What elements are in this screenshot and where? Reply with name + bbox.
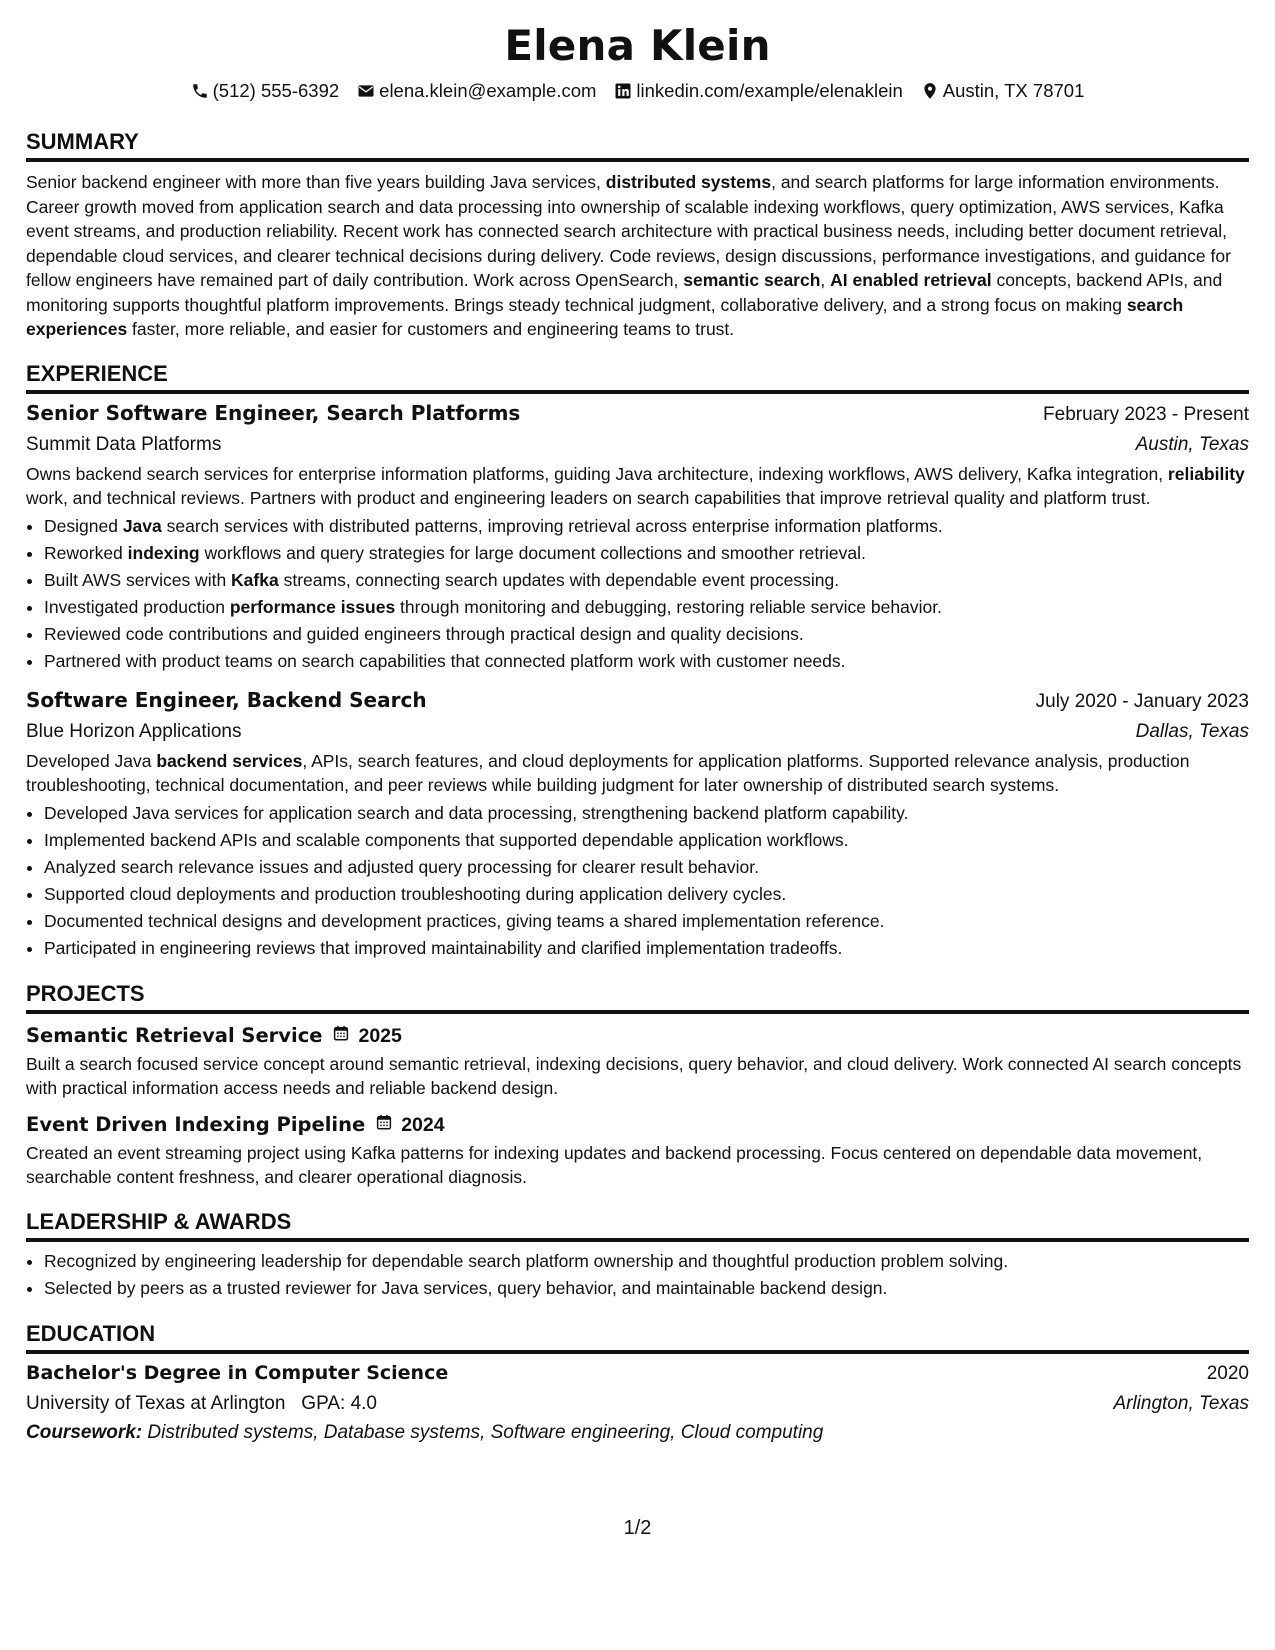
desc-seg-bold: reliability	[1167, 463, 1245, 484]
projects-section	[26, 980, 1249, 1190]
experience-heading: EXPERIENCE	[26, 360, 1249, 394]
linkedin-link[interactable]: linkedin.com/example/elenaklein	[636, 80, 903, 101]
job-title: Senior Software Engineer, Search Platforms	[26, 400, 521, 425]
job-description	[26, 462, 1249, 511]
envelope-icon	[357, 82, 375, 100]
desc-seg: , APIs, search features, and cloud deployments for application platforms. Supported relevance analysis, production troubleshooting, technical documentation, and peer reviews while building judgment for later ownership of distributed search systems.	[26, 750, 1190, 795]
job-dates: February 2023 - Present	[1043, 403, 1249, 425]
desc-seg: work, and technical reviews. Partners with product and engineering leaders on search capabilities that improve retrieval quality and platform trust.	[26, 488, 1151, 508]
job-bullet: • Developed Java services for application search and data processing, strengthening backend platform capability.	[44, 800, 1249, 827]
leadership-bullet: • Selected by peers as a trusted reviewer for Java services, query behavior, and maintainable backend design.	[44, 1275, 1249, 1302]
phone-icon	[191, 82, 209, 100]
desc-seg-bold: backend services	[156, 750, 303, 771]
job-title-row	[26, 685, 1249, 717]
coursework-label: Coursework:	[26, 1421, 143, 1443]
job-bullet: • Analyzed search relevance issues and adjusted query processing for clearer result behavior.	[44, 854, 1249, 881]
education-year: 2020	[1206, 1362, 1249, 1384]
job-bullet: • Participated in engineering reviews that improved maintainability and clarified implementation tradeoffs.	[44, 935, 1249, 962]
education-coursework	[26, 1419, 1249, 1447]
job-company: Summit Data Platforms	[26, 433, 222, 455]
project-description: Built a search focused service concept around semantic retrieval, indexing decisions, query behavior, and cloud delivery. Work connected AI search concepts with practical information access needs and reliable backend design.	[26, 1053, 1242, 1098]
leadership-bullet: • Recognized by engineering leadership for dependable search platform ownership and thoughtful production problem solving.	[44, 1248, 1249, 1275]
project-entry	[26, 1111, 1249, 1190]
desc-seg: Developed Java	[26, 750, 157, 771]
job-title-row	[26, 398, 1249, 430]
summary-section	[26, 128, 1249, 342]
job-bullet: • Built AWS services with Kafka streams, connecting search updates with dependable event processing.	[44, 567, 1249, 594]
coursework-list: Distributed systems, Database systems, Software engineering, Cloud computing	[147, 1421, 824, 1443]
contact-location	[921, 78, 1085, 104]
job-title: Software Engineer, Backend Search	[26, 687, 427, 712]
email-link[interactable]: elena.klein@example.com	[379, 80, 597, 101]
education-degree: Bachelor's Degree in Computer Science	[26, 1361, 449, 1384]
contact-phone	[191, 78, 340, 104]
job-bullet: • Implemented backend APIs and scalable components that supported dependable application workflows.	[44, 827, 1249, 854]
job-bullet: • Supported cloud deployments and production troubleshooting during application delivery cycles.	[44, 881, 1249, 908]
contact-bar	[26, 78, 1249, 104]
job-location: Dallas, Texas	[1135, 720, 1249, 742]
project-title: Semantic Retrieval Service	[26, 1023, 323, 1047]
job-bullet: • Documented technical designs and development practices, giving teams a shared implementation reference.	[44, 908, 1249, 935]
desc-seg: Owns backend search services for enterprise information platforms, guiding Java architecture, indexing workflows, AWS delivery, Kafka integration,	[26, 463, 1168, 484]
summary-seg: Senior backend engineer with more than five years building Java services,	[26, 172, 606, 192]
summary-seg-bold: distributed systems	[605, 172, 772, 192]
map-pin-icon	[921, 82, 939, 100]
project-title: Event Driven Indexing Pipeline	[26, 1112, 366, 1136]
project-year: 2025	[358, 1024, 402, 1047]
summary-seg: concepts, backend APIs, and monitoring supports thoughtful platform improvements. Brings steady technical judgment, collaborative delivery, and a strong focus on making	[26, 270, 1223, 315]
candidate-name: Elena Klein	[504, 21, 771, 70]
summary-seg: , and search platforms for large information environments. Career growth moved from application search and data processing into ownership of scalable indexing workflows, query optimization, AWS services, Kafka event streams, and production reliability. Recent work has connected search architecture with practical business needs, including better document retrieval, dependable cloud services, and clearer technical decisions during delivery. Code reviews, design discussions, performance investigations, and guidance for fellow engineers have remained part of daily contribution. Work across OpenSearch,	[26, 172, 1231, 290]
education-school: University of Texas at Arlington	[26, 1392, 286, 1414]
resume-content	[26, 18, 1249, 1447]
job-entry	[26, 685, 1249, 962]
linkedin-icon	[614, 82, 632, 100]
project-description: Created an event streaming project using Kafka patterns for indexing updates and backend processing. Focus centered on dependable data movement, searchable content freshness, and clearer operational diagnosis.	[26, 1142, 1203, 1187]
job-bullet: • Reworked indexing workflows and query strategies for large document collections and smoother retrieval.	[44, 540, 1249, 567]
phone-text: (512) 555-6392	[212, 80, 340, 101]
job-bullet: • Reviewed code contributions and guided engineers through practical design and quality decisions.	[44, 621, 1249, 648]
job-location: Austin, Texas	[1135, 433, 1249, 455]
job-bullet: • Partnered with product teams on search capabilities that connected platform work with customer needs.	[44, 648, 1249, 675]
location-text: Austin, TX 78701	[942, 80, 1085, 101]
job-description	[26, 749, 1249, 798]
job-bullet: • Investigated production performance issues through monitoring and debugging, restoring reliable service behavior.	[44, 594, 1249, 621]
summary-seg-bold: AI enabled retrieval	[830, 270, 992, 290]
project-title-row	[26, 1022, 1249, 1050]
experience-section	[26, 360, 1249, 962]
education-school-info	[26, 1389, 377, 1419]
summary-heading: SUMMARY	[26, 128, 1249, 162]
leadership-heading: LEADERSHIP & AWARDS	[26, 1208, 1249, 1242]
job-company-row	[26, 717, 1249, 747]
project-entry	[26, 1022, 1249, 1101]
page-number: 1/2	[623, 1517, 652, 1539]
job-bullet: • Designed Java search services with distributed patterns, improving retrieval across enterprise information platforms.	[44, 513, 1249, 540]
job-company-row	[26, 430, 1249, 460]
education-school-row	[26, 1389, 1249, 1419]
project-title-row	[26, 1111, 1249, 1139]
leadership-bullets	[26, 1248, 1249, 1302]
project-date	[332, 1022, 401, 1050]
project-year: 2024	[401, 1113, 445, 1136]
job-dates: July 2020 - January 2023	[1035, 690, 1249, 712]
education-gpa: GPA: 4.0	[301, 1392, 377, 1414]
job-bullets	[26, 800, 1249, 962]
projects-heading: PROJECTS	[26, 980, 1249, 1014]
education-degree-row	[26, 1358, 1249, 1389]
summary-seg-bold: search experiences	[26, 294, 1184, 339]
job-entry	[26, 398, 1249, 675]
job-bullets	[26, 513, 1249, 675]
calendar-icon	[332, 1022, 350, 1050]
summary-text	[26, 170, 1249, 342]
education-section	[26, 1320, 1249, 1447]
summary-seg: ,	[820, 270, 831, 290]
contact-linkedin[interactable]	[614, 78, 902, 104]
leadership-section	[26, 1208, 1249, 1302]
summary-seg-bold: semantic search	[683, 270, 821, 290]
summary-seg: faster, more reliable, and easier for customers and engineering teams to trust.	[127, 319, 735, 339]
education-heading: EDUCATION	[26, 1320, 1249, 1354]
contact-email[interactable]	[357, 78, 596, 104]
education-location: Arlington, Texas	[1113, 1392, 1249, 1414]
job-company: Blue Horizon Applications	[26, 720, 242, 742]
project-date	[375, 1111, 444, 1139]
calendar-icon	[375, 1111, 393, 1139]
